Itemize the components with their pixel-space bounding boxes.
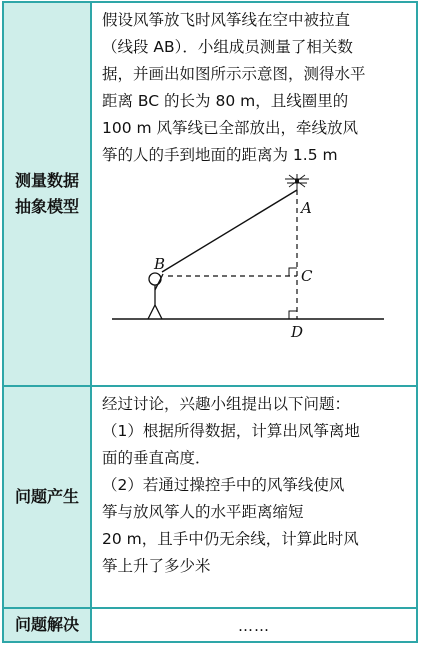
label-c: C [301, 267, 313, 285]
text-line: （1）根据所得数据，计算出风筝离地 [102, 422, 360, 440]
text-line: 面的垂直高度． [102, 449, 211, 467]
kite-string-ab [162, 190, 297, 272]
row-measurement-model [3, 2, 417, 386]
text-line: 筝与放风筝人的水平距离缩短 [102, 503, 304, 521]
label-measurement-model [3, 2, 91, 386]
content-problem-raised [91, 386, 417, 608]
label-line-2: 抽象模型 [14, 197, 79, 216]
text-line: 假设风筝放飞时风筝线在空中被拉直 [102, 11, 351, 29]
text-line: 100 m 风筝线已全部放出，牵线放风 [102, 119, 359, 137]
content-measurement-model [91, 2, 417, 386]
problem-table [2, 1, 418, 643]
right-angle-c [289, 268, 297, 276]
label-b: B [154, 255, 166, 273]
right-angle-d [289, 311, 297, 319]
content-problem-solved [91, 608, 417, 642]
person-icon [148, 273, 163, 319]
kite-icon [285, 174, 309, 190]
label-d: D [291, 323, 304, 341]
text-line: （线段 AB）．小组成员测量了相关数 [102, 38, 353, 56]
text-line: 筝上升了多少米 [102, 557, 211, 575]
row-problem-solved [3, 608, 417, 642]
text-line: 经过讨论，兴趣小组提出以下问题： [102, 395, 351, 413]
kite-diagram [92, 169, 408, 355]
row-problem-raised [3, 386, 417, 608]
text-line: 筝的人的手到地面的距离为 1.5 m [102, 146, 338, 164]
label-a: A [301, 199, 312, 217]
text-line: 据，并画出如图所示示意图，测得水平 [102, 65, 366, 83]
text-line: 20 m，且手中仍无余线，计算此时风 [102, 530, 359, 548]
label-problem-raised: 问题产生 [3, 386, 91, 608]
label-problem-solved: 问题解决 [3, 608, 91, 642]
problem-paragraph [92, 387, 416, 580]
ellipsis-text: …… [238, 616, 270, 635]
label-line-1: 测量数据 [14, 171, 79, 190]
text-line: 距离 BC 的长为 80 m，且线圈里的 [102, 92, 349, 110]
measurement-paragraph [92, 3, 416, 169]
text-line: （2）若通过操控手中的风筝线使风 [102, 476, 345, 494]
